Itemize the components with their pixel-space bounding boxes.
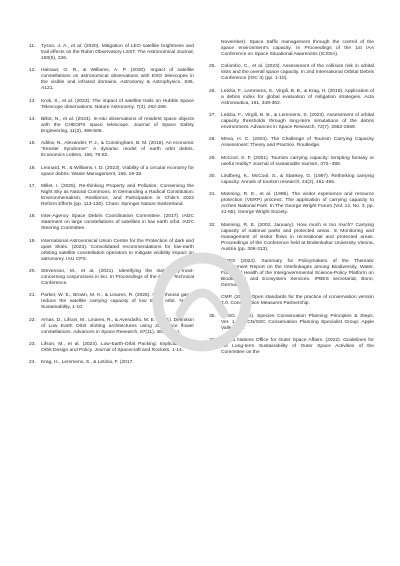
reference-entry [209,295,374,307]
reference-number: 31. [209,192,216,198]
reference-text: IPBES (2024). Summary for Policymakers of the Thematic Assessment Report on the Interlinkages among Biodiversity, Water, Food and Health of the Intergovernmental Science-Policy Platform on Biodiversity and Ecosystem Services. IPBES secretariat, Bonn, Germany. [221,258,374,289]
reference-entry [29,166,194,178]
reference-entry [29,141,194,159]
reference-number: 15. [29,141,36,147]
reference-number: 32. [209,222,216,228]
reference-number: 26. [209,88,216,94]
reference-text: Arnas, D., Lifson, M., Linares, R., & Avendaño, M. E. (2021). Definition of Low Earth Orbit slotting architectures using 2D lattice flower constellations. Advances in Space Research, 67(11), 3696-3711. [41,317,194,335]
reference-text: Adilov, N., Alexander, P. J., & Cunningham, B. M. (2018). An economic “Kessler Syndrome”: A dynamic model of earth orbit debris. Economics Letters, 166, 79-82. [41,141,194,159]
reference-entry [209,259,374,289]
reference-text: Manning, R. E. (2002, January). How much is too much? Carrying capacity of national parks and protected areas. In Monitoring and management of visitor flows in recreational and protected areas. Proceedings of the Conference held at Bodenkultur University Vienna, Austria (pp. 306-313). [221,222,374,252]
reference-entry [209,89,374,107]
reference-text: Inter-Agency Space Debris Coordination Committee. (2017). IADC statement on large constellations of satellites in low earth orbit. IADC Steering Committee. [41,214,194,232]
reference-number: 19. [29,238,36,244]
reference-number: 35. [209,313,216,319]
reference-number: 13. [29,98,36,104]
reference-entry [29,44,194,62]
reference-number: 11. [29,44,36,49]
reference-number: 17. [29,183,36,189]
reference-text: Krag, H., Lemmens, S., & Letizia, F. (2017. [41,360,134,366]
reference-number: 27. [209,112,216,118]
references-left-column [29,44,194,373]
reference-text: McCool, S. F. (2001). Tourism carrying capacity: tempting fantasy or useful reality? Journal of sustainable tourism, 372--388. [221,155,374,167]
reference-entry [29,293,194,311]
reference-number: 21. [29,293,36,299]
reference-entry [209,64,374,82]
reference-entry [29,342,194,354]
reference-number: 33. [209,258,216,264]
reference-text: Millet, I. (2025). Re-thinking Property and Pollution: Conserving the Night Sky as Natural Commons. In Demanding a Radical Constitution: Environmentalism, Resilience, and Participation in Chile’s 2022 Reform Efforts (pp. 113-130). Cham: Springer Nature Switzerland. [41,183,194,208]
reference-number: 24. [29,360,36,366]
reference-number: 28. [209,137,216,143]
reference-text: Leonard, R., & Williams, I. D. (2023). Viability of a circular economy for space debris. Waste Management, 155, 19-28. [41,165,194,177]
reference-number: 36. [209,337,216,343]
reference-text: United Nations Office for Outer Space Affairs. (2022). Guidelines for the Long-term Sustainability of Outer Space Activities of the Committee on the [221,337,374,356]
reference-text: Colombo, C., et al. (2023). Assessment of the collision risk in orbital slots and the overall space capacity. In 2nd International Orbital Debris Conference (IOC II) (pp. 1-10). [221,64,374,82]
reference-text: Kruk, S., et al. (2023). The impact of satellite trails on Hubble Space Telescope observations. Nature Astronomy, 7(3), 262-268. [41,98,194,110]
reference-text: Tyson, J. A., et al. (2020). Mitigation of LEO satellite brightness and trail effects on the Rubin Observatory LSST. The Astronomical Journal, 160(5), 226. [41,44,194,62]
reference-number [209,40,221,58]
reference-text: Hainaut, O. R., & Williams, A. P. (2020). Impact of satellite constellations on astronomical observations with ESO telescopes in the visible and infrared domains. Astronomy & Astrophysics, 636, A121. [41,68,194,92]
reference-text: Lindberg, K., McCool, S., & Stankey, G. (1997). Rethinking carrying capacity. Annals of tourism research, 24(2), 461-465. [221,173,374,185]
reference-number: 23. [29,341,36,347]
reference-number: 30. [209,173,216,179]
reference-entry [209,156,374,168]
reference-text: Parker, W. E., Brown, M. K., & Linares, R. (2025). Greenhouse gases reduce the satellite carrying capacity of low Earth orbit. Nature Sustainability, 1-10. [41,293,194,311]
reference-entry [209,314,374,332]
reference-entry [209,40,374,58]
reference-entry [209,113,374,131]
references-right-column [209,40,374,362]
reference-entry [29,360,194,366]
reference-text: Mexa, H. C. (2004). The Challenge of Tourism Carrying Capacity Assessment: Theory and Practice. Routledge. [221,137,374,149]
reference-text: Stevenson, M., et al. (2021). Identifying the statistically-most-concerning conjunctions in leo. In Proceedings of the AMOS Technical Conference. [41,269,194,287]
reference-entry [29,99,194,111]
reference-entry [29,117,194,135]
reference-number: 12. [29,68,36,74]
reference-number: 25. [209,64,216,70]
reference-number: 22. [29,317,36,323]
reference-text: CMP. (2020). Open standards for the practice of conservation version 4.0. Conservation Measures Partnership. [221,295,374,307]
reference-text: Letizia, F., Virgili, B. B., & Lemmens, S. (2023). Assessment of orbital capacity thresholds through long-term simulations of the debris environment. Advances in Space Research, 72(7), 2552-2569. [221,112,374,131]
reference-number: 18. [29,214,36,220]
reference-number: 20. [29,269,36,274]
reference-number: 29. [209,155,216,161]
reference-entry [29,318,194,336]
reference-text: Manning, R. E., et al. (1995). The visitor experience and resource protection (VERP) process: The application of carrying capacity to Arches National Park. In The George Wright Forum (Vol. 12, No. 3, pp. 41-55). George Wright Society. [221,192,374,216]
reference-entry [29,68,194,92]
reference-entry [29,269,194,287]
reference-text: Letizia, F., Lemmens, S., Virgili, B. B., & Krag, H. (2019). Application of a debris index for global evaluation of mitigation strategies. Acta Astronautica, 161, 348-362. [221,88,374,106]
reference-entry [209,223,374,253]
reference-entry [29,184,194,208]
reference-entry [209,137,374,149]
reference-entry [209,174,374,186]
reference-text: November). Space traffic management through the control of the space environment’s capacity. In Proceedings of the 1st IAA Conference on Space Situational Awareness (ICSSA). [221,40,374,58]
reference-text: Lifson, M., et al. (2024). Low-Earth-Orbit Packing: Implications for Orbit Design and Policy. Journal of Spacecraft and Rockets, 1-14. [41,341,194,354]
reference-entry [209,192,374,216]
reference-number: 14. [29,116,36,122]
reference-entry [29,239,194,263]
reference-text: International Astronomical Union Centre for the Protection of dark and quiet Skies. (2023). Consolidated recommendations for low-earth orbiting satellite constellation operators to mitigate visibility impact on astronomy. IAU CPS. [41,238,194,262]
reference-number: 16. [29,165,36,171]
reference-text: Billot, N., et al. (2024). In-situ observations of resident space objects with the CHEOPS space telescope. Journal of Space Safety Engineering, 11(3), 498-506. [41,116,194,135]
reference-number: 34. [209,295,216,301]
reference-entry [209,338,374,356]
reference-entry [29,214,194,232]
reference-text: CPSG. (2020). Species Conservation Planning Principles & Steps, Ver. 1.0. IUCN/SSC Conservation Planning Specialist Group: Apple Valley, MN. [221,313,374,331]
